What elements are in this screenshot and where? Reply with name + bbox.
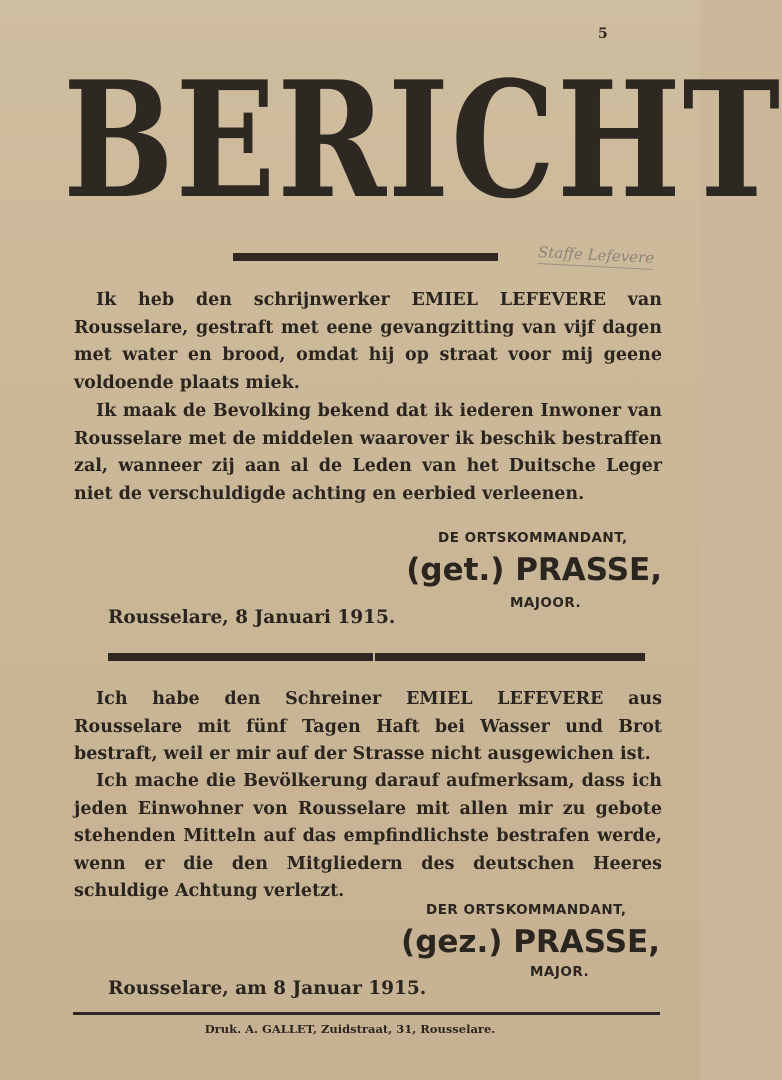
dutch-paragraph-2-text: Ik maak de Bevolking bekend dat ik iederen Inwoner van Rousselare met de middelen waarover ik beschik bestraffen zal, wanneer zij aan al de Leden van het Duitsche Leger niet de verschuldigde achting en eerbied verleenen.	[74, 401, 662, 504]
german-paragraph-2	[74, 768, 662, 906]
dutch-paragraph-2	[74, 398, 662, 508]
dutch-date: Rousselare, 8 Januari 1915.	[108, 607, 396, 628]
poster-title: BERICHT	[63, 46, 782, 234]
german-date: Rousselare, am 8 Januar 1915.	[108, 978, 427, 999]
dutch-rank: MAJOOR.	[510, 595, 582, 611]
german-commander-title: DER ORTSKOMMANDANT,	[426, 902, 627, 918]
dutch-paragraph-1-text: Ik heb den schrijnwerker EMIEL LEFEVERE van Rousselare, gestraft met eene gevangzitting van vijf dagen met water en brood, omdat hij op straat voor mij geene voldoende plaats miek.	[74, 290, 662, 393]
dutch-paragraph-1	[74, 287, 662, 397]
printer-imprint: Druk. A. GALLET, Zuidstraat, 31, Rousselare.	[204, 1022, 496, 1036]
german-paragraph-1-text: Ich habe den Schreiner EMIEL LEFEVERE aus Rousselare mit fünf Tagen Haft bei Wasser und Brot bestraft, weil er mir auf der Strasse nicht ausgewichen ist.	[74, 689, 662, 764]
handwritten-annotation: Staffe Lefevere	[538, 243, 655, 270]
german-paragraph-1	[74, 686, 662, 769]
section-divider	[108, 653, 645, 661]
title-rule	[233, 253, 498, 261]
footer-rule	[73, 1012, 660, 1015]
dutch-signature: (get.) PRASSE,	[406, 552, 662, 588]
german-rank: MAJOR.	[530, 964, 590, 980]
german-signature: (gez.) PRASSE,	[401, 924, 660, 960]
page-number: 5	[598, 26, 608, 42]
dutch-commander-title: DE ORTSKOMMANDANT,	[438, 530, 628, 546]
german-paragraph-2-text: Ich mache die Bevölkerung darauf aufmerksam, dass ich jeden Einwohner von Rousselare mit allen mir zu gebote stehenden Mitteln auf das empfindlichste bestrafen werde, wenn er die den Mitgliedern des deutschen Heeres schuldige Achtung verletzt.	[74, 771, 662, 901]
